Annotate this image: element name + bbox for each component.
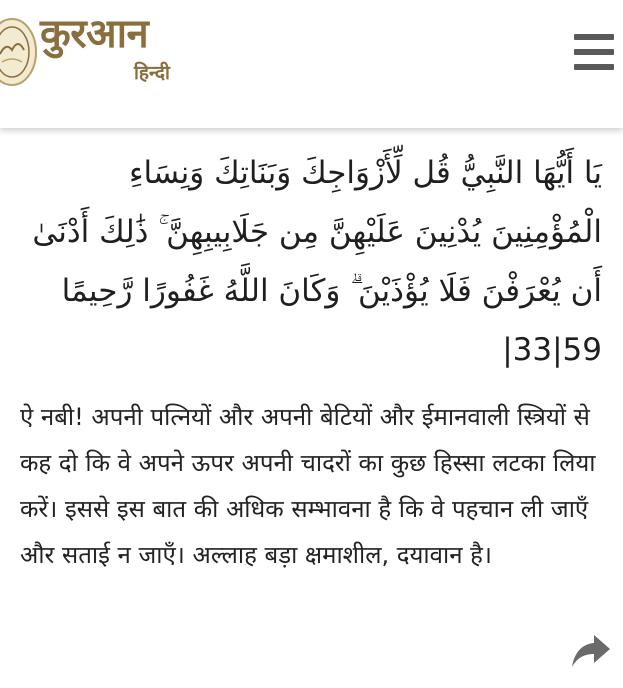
arabic-verse: يَا أَيُّهَا النَّبِيُّ قُل لِّأَزْوَاجِكَ وَبَنَاتِكَ وَنِسَاءِ الْمُؤْمِنِينَ يُدْنِينَ عَلَيْهِنَّ مِن جَلَابِيبِهِنَّ ۚ ذَٰلِكَ أَدْنَىٰ أَن يُعْرَفْنَ فَلَا يُؤْذَيْنَ ۗ وَكَانَ اللَّهُ غَفُورًا رَّحِيمًا xyxy=(32,155,602,309)
verse-reference: |33|59 xyxy=(502,332,602,368)
arabic-verse-text xyxy=(22,144,602,380)
app-logo-subtitle: हिन्दी xyxy=(134,62,170,84)
hindi-translation-text: ऐ नबी! अपनी पत्नियों और अपनी बेटियों और ईमानवाली स्त्रियों से कह दो कि वे अपने ऊपर अपनी चादरों का कुछ हिस्सा लटका लिया करें। इससे इस बात की अधिक सम्भावना है कि वे पहचान ली जाएँ और सताई न जाएँ। अल्लाह बड़ा क्षमाशील, दयावान है। xyxy=(20,403,596,569)
menu-bar-bottom xyxy=(574,64,614,70)
menu-bar-middle xyxy=(574,49,614,55)
quran-logo-emblem-icon xyxy=(0,16,38,88)
menu-bar-top xyxy=(574,34,614,40)
share-arrow-icon[interactable] xyxy=(570,632,612,670)
app-logo-title: कुरआन xyxy=(40,11,149,57)
hamburger-menu-icon[interactable] xyxy=(574,34,616,72)
app-header xyxy=(0,0,623,128)
